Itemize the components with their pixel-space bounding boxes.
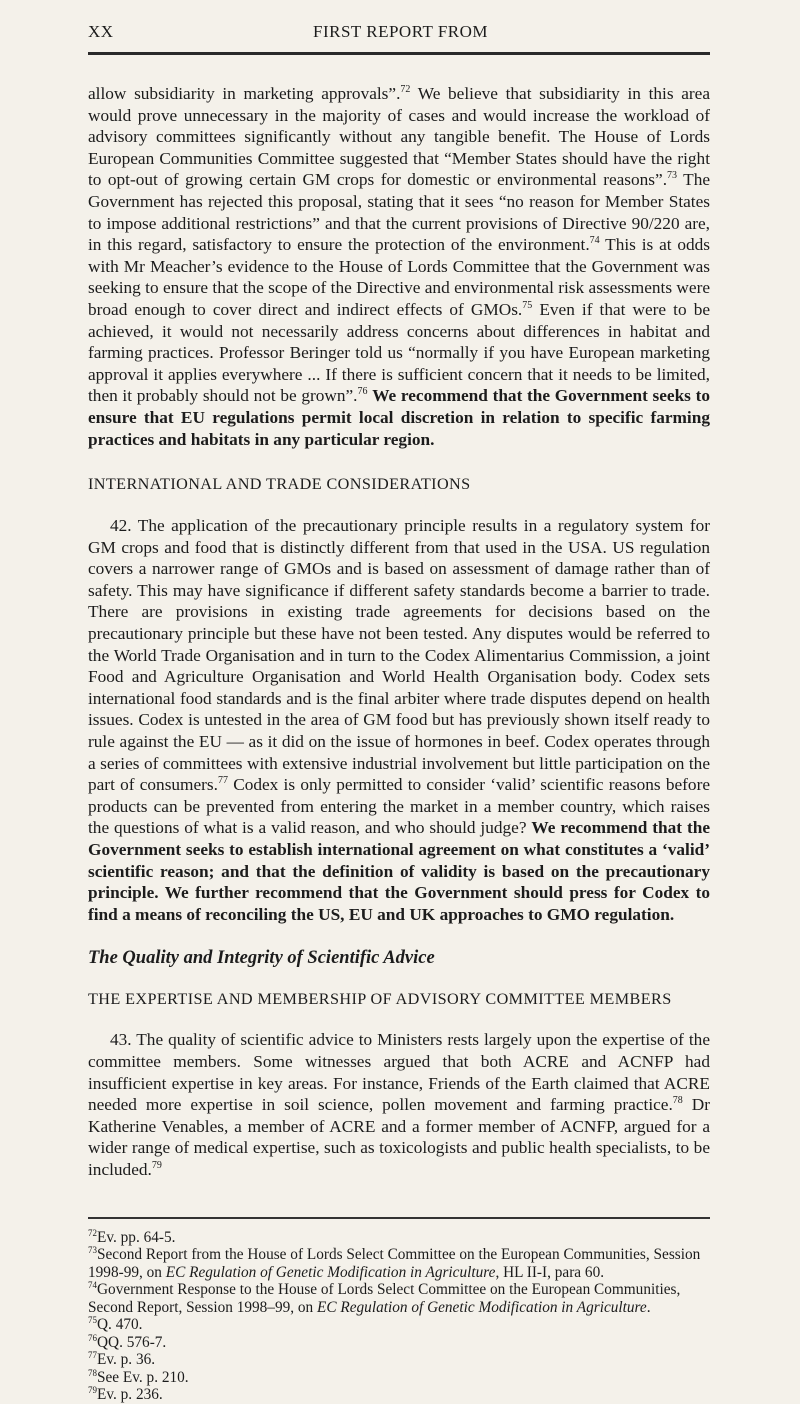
paragraph-42 — [88, 515, 710, 925]
footnote-ref: 73 — [667, 170, 678, 182]
text-span: Dr Katherine Venables, a member of ACRE and a former member of ACNFP, argued for a wider range of medical expertise, such as toxicologists and public health specialists, to be included. — [88, 1095, 710, 1179]
text-span: Even if that were to be achieved, it would not necessarily address concerns about differences in habitat and farming practices. Professor Beringer told us “normally if you have European marketing approval it applies everywhere ... If there is sufficient concern that it needs to be limited, then it probably should not be grown”. — [88, 299, 710, 406]
footnote-74 — [88, 1281, 710, 1316]
footnote-75 — [88, 1316, 710, 1334]
text-span: 42. The application of the precautionary principle results in a regulatory system for GM crops and food that is distinctly different from that used in the USA. US regulation covers a narrower range of GMOs and is based on assessment of damage rather than of safety. This may have significance if different safety standards become a barrier to trade. There are provisions in existing trade agreements for decisions based on the precautionary principle but these have not been tested. Any disputes would be referred to the World Trade Organisation and in turn to the Codex Alimentarius Commission, a joint Food and Agriculture Organisation and World Health Organisation body. Codex sets international food standards and is the final arbiter where trade disputes depend on health issues. Codex is untested in the area of GM food but has previously shown itself ready to rule against the EU — as it did on the issue of hormones in beef. Codex operates through a series of committees with extensive industrial involvement but little participation on the part of consumers. — [88, 516, 710, 795]
footnote-76 — [88, 1334, 710, 1352]
recommendation-text: We recommend that the Government seeks to establish international agreement on what constitutes a ‘valid’ scientific reason; and that the definition of validity is based on the precautionary principle. We further recommend that the Government should press for Codex to find a means of reconciling the US, EU and UK approaches to GMO regulation. — [88, 818, 710, 924]
page-number: XX — [88, 22, 114, 41]
footnote-ref: 79 — [151, 1160, 162, 1172]
text-span: 43. The quality of scientific advice to Ministers rests largely upon the expertise of the committee members. Some witnesses argued that both ACRE and ACNFP had insufficient expertise in key areas. For instance, Friends of the Earth claimed that ACRE needed more expertise in soil science, pollen movement and farming practice. — [88, 1030, 710, 1115]
footnote-ref: 75 — [522, 300, 533, 312]
footnote-text: QQ. 576-7. — [97, 1333, 167, 1351]
text-span: allow subsidiarity in marketing approvals”. — [88, 84, 401, 103]
running-header — [88, 22, 710, 48]
footnote-number: 73 — [88, 1244, 97, 1255]
footnote-ref: 77 — [217, 775, 228, 787]
footnote-number: 74 — [88, 1279, 97, 1290]
section-heading-international: INTERNATIONAL AND TRADE CONSIDERATIONS — [88, 475, 471, 494]
footnote-ref: 72 — [400, 84, 411, 96]
footnote-73 — [88, 1246, 710, 1281]
text-span: The Government has rejected this proposal, stating that it sees “no reason for Member States to impose additional restrictions” and that the current provisions of Directive 90/220 are, in this regard, satisfactory to ensure the protection of the environment. — [88, 170, 711, 255]
footnote-number: 79 — [88, 1384, 97, 1395]
footnote-number: 78 — [88, 1367, 97, 1378]
footnote-text: . — [646, 1298, 651, 1316]
footnote-72 — [88, 1229, 710, 1247]
footnote-text: Government Response to the House of Lords Select Committee on the European Communities, Second Report, Session 1998–99, on — [88, 1281, 681, 1316]
subsection-heading-expertise: THE EXPERTISE AND MEMBERSHIP OF ADVISORY COMMITTEE MEMBERS — [88, 990, 672, 1009]
header-rule — [88, 52, 710, 55]
paragraph-41-continued — [88, 83, 710, 450]
footnote-number: 75 — [88, 1314, 97, 1325]
footnote-title: EC Regulation of Genetic Modification in Agriculture — [317, 1298, 647, 1316]
text-span: Codex is only permitted to consider ‘valid’ scientific reasons before products can be prevented from entering the market in a member country, which raises the questions of what is a valid reason, and who should judge? — [88, 775, 710, 838]
footnote-number: 77 — [88, 1349, 97, 1360]
footnote-text: Ev. p. 236. — [97, 1386, 163, 1404]
footnote-text: See Ev. p. 210. — [97, 1368, 189, 1386]
footnote-text: Q. 470. — [97, 1316, 143, 1334]
text-span: We believe that subsidiarity in this area would prove unnecessary in the majority of cases and would increase the workload of advisory committees significantly without any tangible benefit. The House of Lords European Communities Committee suggested that “Member States should have the right to opt-out of growing certain GM crops for domestic or environmental reasons”. — [88, 84, 711, 190]
footnote-ref: 74 — [589, 235, 600, 247]
footnotes — [88, 1229, 710, 1404]
document-page — [88, 22, 710, 1404]
footnote-text: Ev. p. 36. — [97, 1351, 156, 1369]
footnote-77 — [88, 1351, 710, 1369]
section-heading-quality: The Quality and Integrity of Scientific Advice — [88, 948, 435, 969]
footnote-title: EC Regulation of Genetic Modification in Agriculture — [165, 1263, 496, 1281]
footnote-ref: 76 — [357, 386, 368, 398]
running-title: FIRST REPORT FROM — [313, 22, 489, 41]
footnote-ref: 78 — [672, 1095, 683, 1107]
paragraph-43 — [88, 1029, 710, 1180]
footnote-text: Second Report from the House of Lords Select Committee on the European Communities, Session 1998-99, on — [88, 1246, 701, 1281]
footnote-number: 76 — [88, 1332, 97, 1343]
footnote-number: 72 — [88, 1227, 97, 1238]
footnote-text: Ev. pp. 64-5. — [97, 1228, 176, 1246]
footnote-text: , HL II-I, para 60. — [495, 1263, 605, 1281]
footnote-79 — [88, 1386, 710, 1404]
footnote-78 — [88, 1369, 710, 1387]
text-span: This is at odds with Mr Meacher’s evidence to the House of Lords Committee that the Government was seeking to ensure that the scope of the Directive and environmental risk assessments were broad enough to cover direct and indirect effects of GMOs. — [88, 235, 711, 319]
recommendation-text: We recommend that the Government seeks to ensure that EU regulations permit local discretion in relation to specific farming practices and habitats in any particular region. — [88, 386, 710, 449]
footnote-rule — [88, 1217, 710, 1219]
